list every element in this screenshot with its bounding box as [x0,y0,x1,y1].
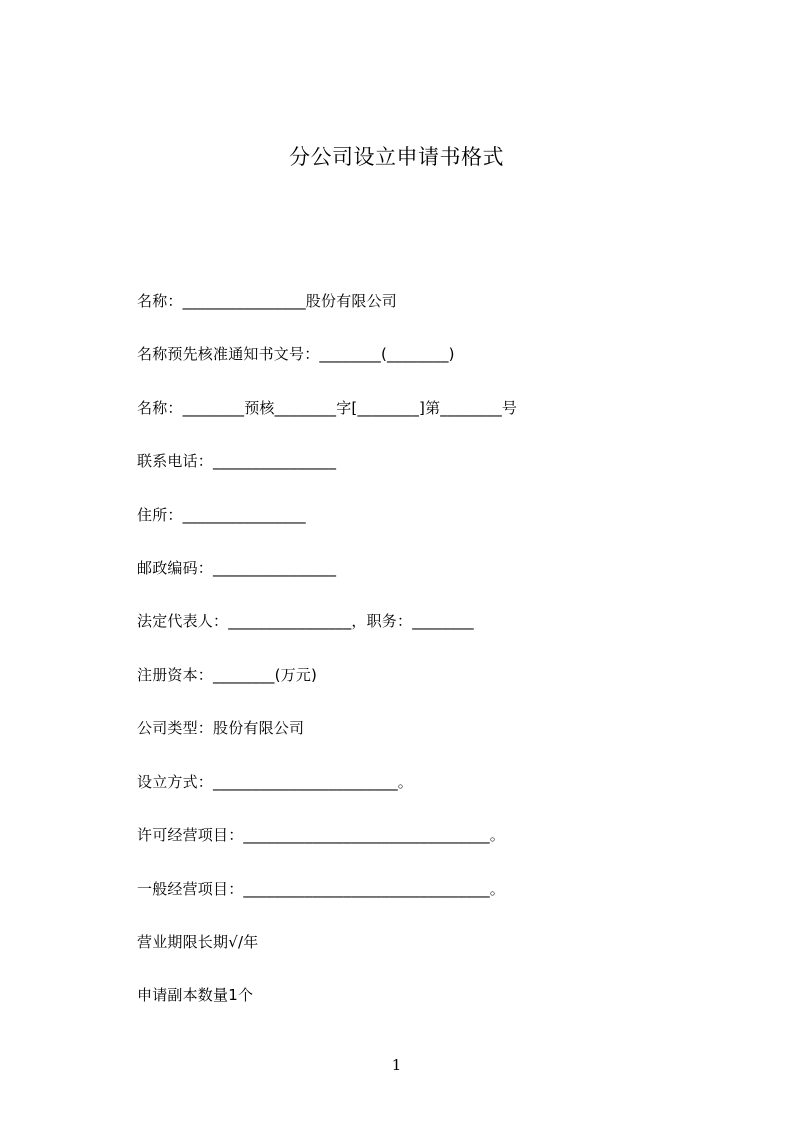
field-phone: 联系电话：________________ [137,452,337,470]
field-company-type: 公司类型：股份有限公司 [137,719,305,737]
field-business-term: 营业期限长期√/年 [137,933,259,951]
field-copy-count: 申请副本数量1个 [137,986,254,1004]
field-postal-code: 邮政编码：________________ [137,559,337,577]
page-number: 1 [391,1056,402,1074]
field-name-precheck: 名称：________预核________字[________]第________号 [137,399,518,417]
field-establishment-method: 设立方式：________________________。 [137,773,414,791]
field-registered-capital: 注册资本：________(万元) [137,666,318,684]
field-legal-representative: 法定代表人：________________，职务：________ [137,612,474,630]
field-general-business: 一般经营项目：________________________________。 [137,880,506,898]
field-company-name: 名称：________________股份有限公司 [137,292,398,310]
field-name-approval-number: 名称预先核准通知书文号：________(________) [137,345,455,363]
field-address: 住所：________________ [137,506,306,524]
document-title: 分公司设立申请书格式 [289,145,504,169]
field-licensed-business: 许可经营项目：________________________________。 [137,826,506,844]
